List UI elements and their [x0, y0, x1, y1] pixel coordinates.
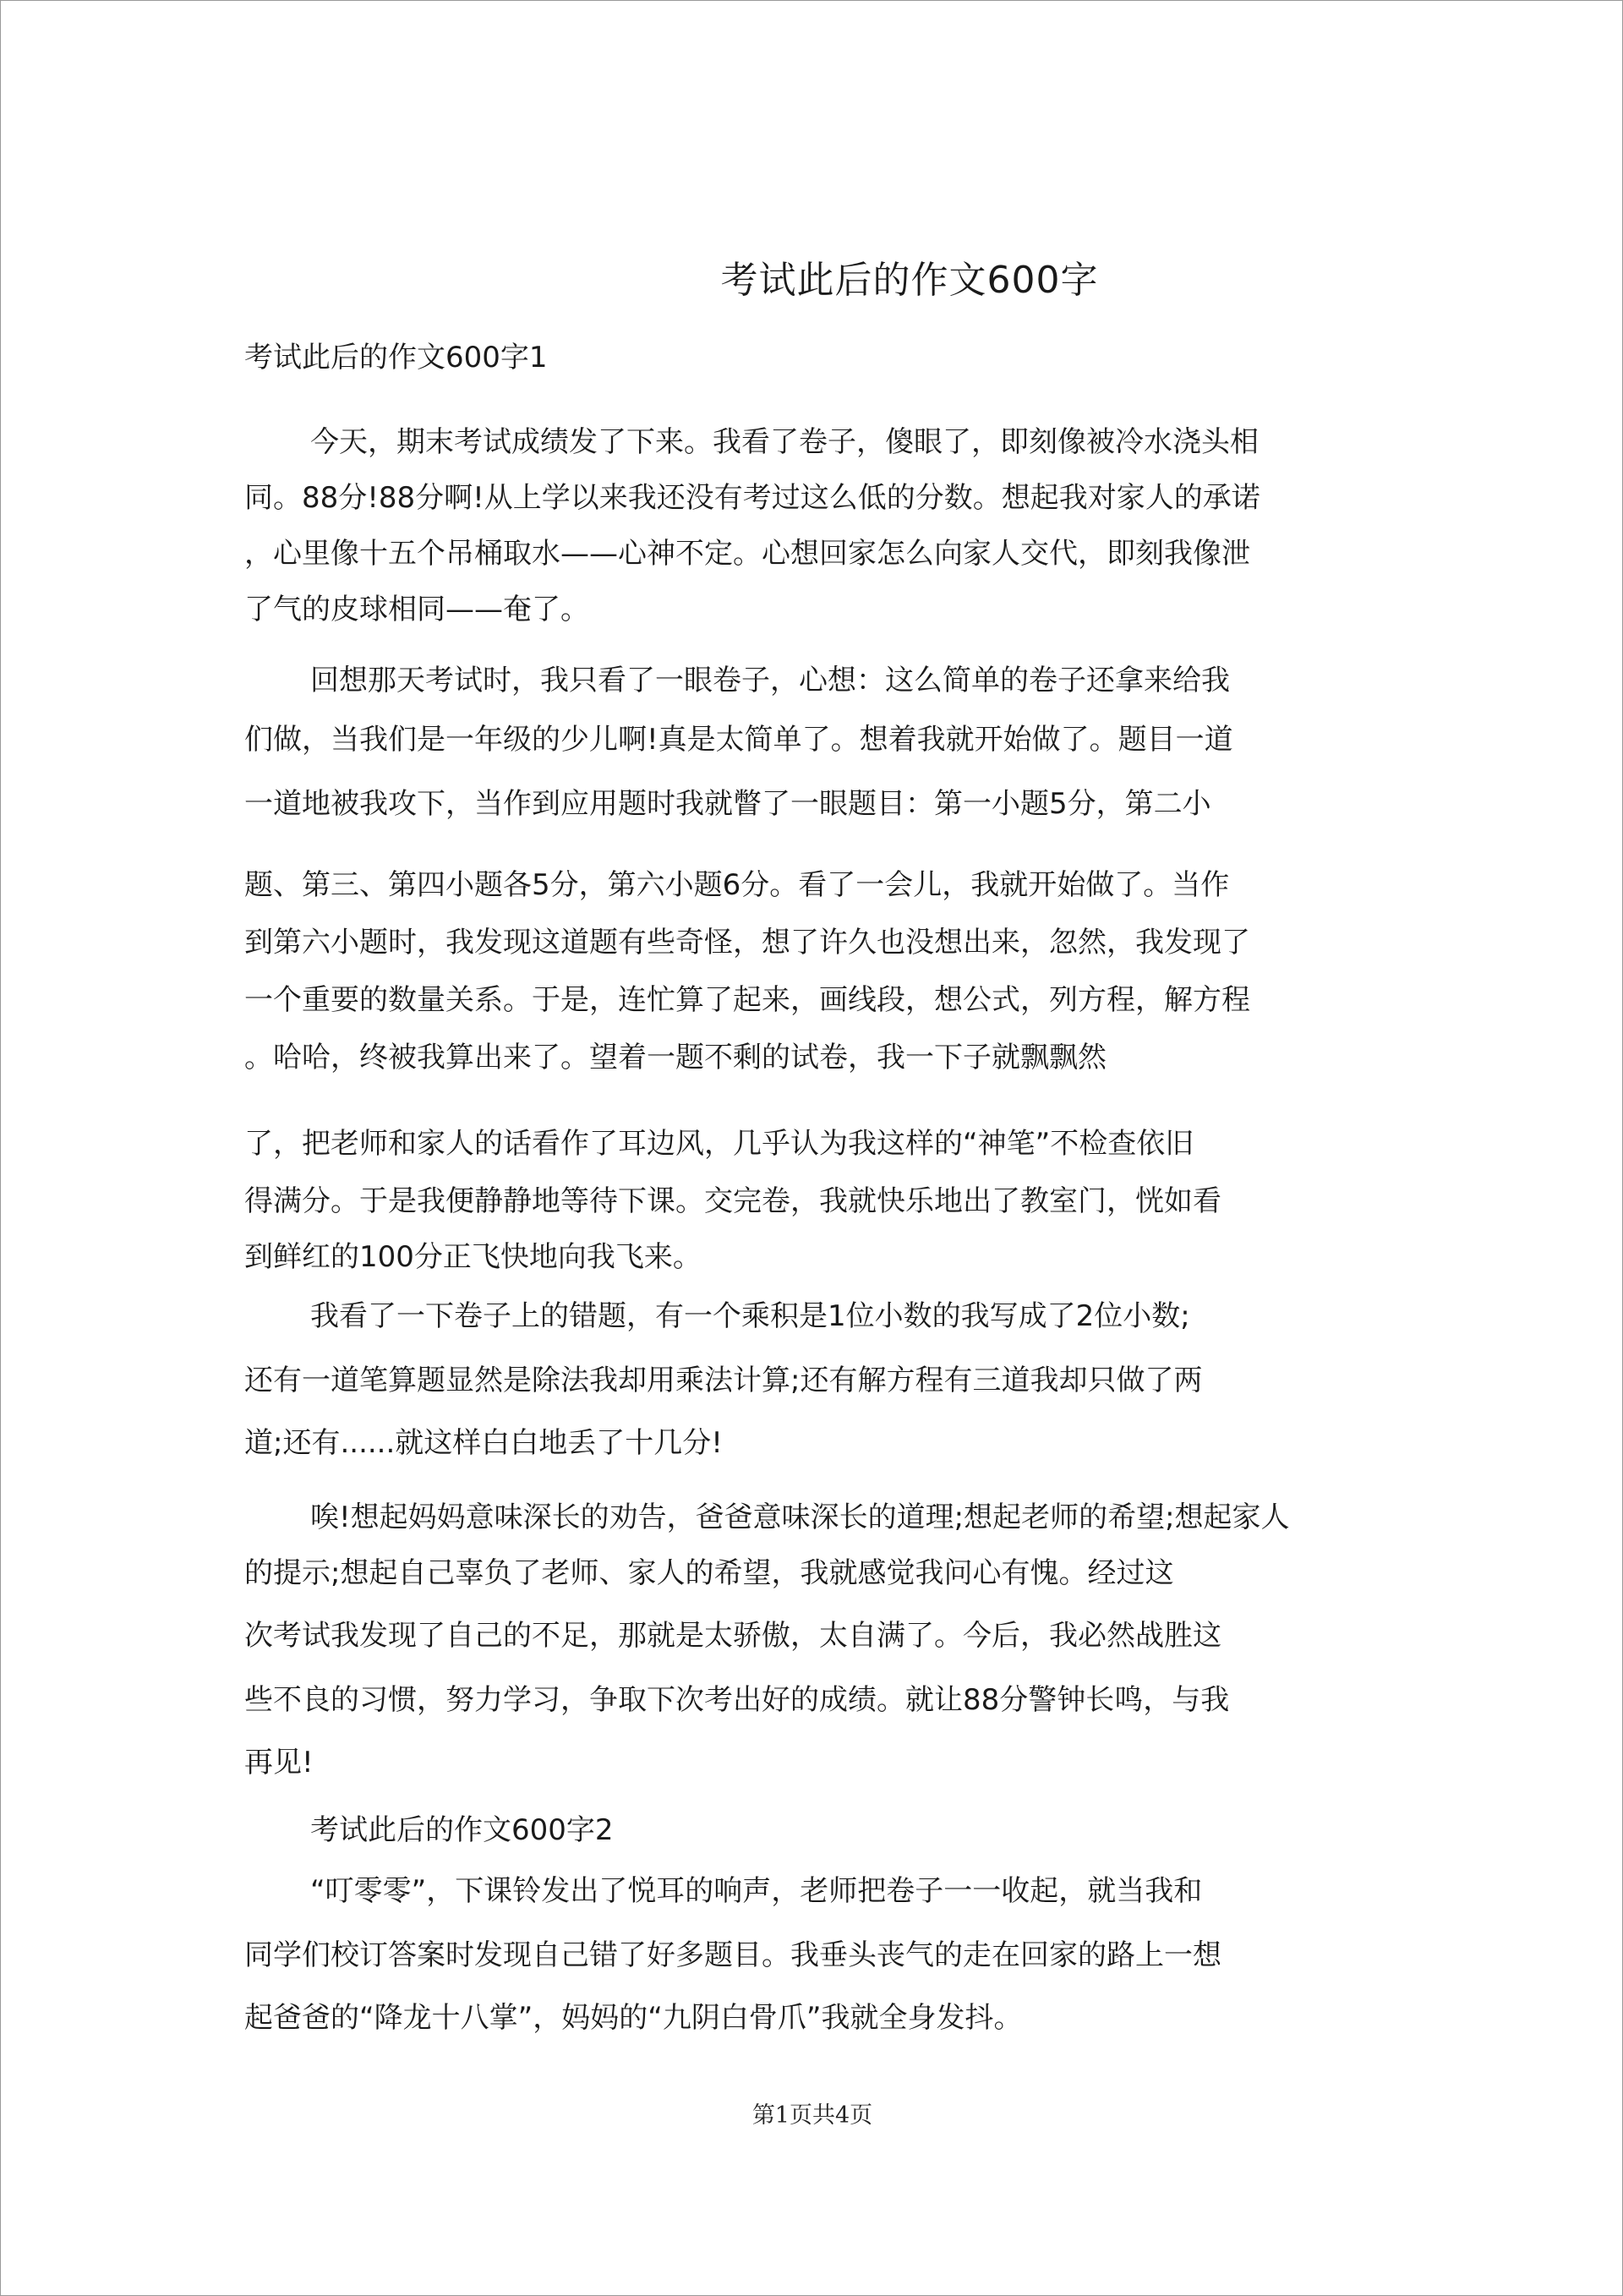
paragraph-line: 到第六小题时，我发现这道题有些奇怪，想了许久也没想出来，忽然，我发现了 — [244, 926, 1250, 959]
paragraph-line: 我看了一下卷子上的错题，有一个乘积是1位小数的我写成了2位小数; — [310, 1299, 1190, 1333]
paragraph-line: 们做，当我们是一年级的少儿啊!真是太简单了。想着我就开始做了。题目一道 — [244, 723, 1233, 757]
paragraph-line: 些不良的习惯，努力学习，争取下次考出好的成绩。就让88分警钟长鸣，与我 — [244, 1683, 1230, 1717]
paragraph-line: 。哈哈，终被我算出来了。望着一题不剩的试卷，我一下子就飘飘然 — [244, 1041, 1107, 1074]
paragraph-line: 再见! — [244, 1746, 314, 1779]
document-title: 考试此后的作文600字 — [720, 259, 1099, 302]
paragraph-line: 道;还有......就这样白白地丢了十几分! — [244, 1426, 723, 1460]
paragraph-line: 同学们校订答案时发现自己错了好多题目。我垂头丧气的走在回家的路上一想 — [244, 1938, 1221, 1972]
paragraph-line: 回想那天考试时，我只看了一眼卷子，心想：这么简单的卷子还拿来给我 — [310, 664, 1230, 697]
paragraph-line: 一道地被我攻下，当作到应用题时我就瞥了一眼题目：第一小题5分，第二小 — [244, 787, 1211, 821]
paragraph-line: 次考试我发现了自己的不足，那就是太骄傲，太自满了。今后，我必然战胜这 — [244, 1619, 1221, 1653]
paragraph-line: 同。88分!88分啊!从上学以来我还没有考过这么低的分数。想起我对家人的承诺 — [244, 481, 1260, 515]
paragraph-line: 了，把老师和家人的话看作了耳边风，几乎认为我这样的“神笔”不检查依旧 — [244, 1127, 1194, 1161]
paragraph-line: ，心里像十五个吊桶取水——心神不定。心想回家怎么向家人交代，即刻我像泄 — [244, 537, 1250, 571]
paragraph-line: 题、第三、第四小题各5分，第六小题6分。看了一会儿，我就开始做了。当作 — [244, 868, 1230, 902]
paragraph-line: 了气的皮球相同——奄了。 — [244, 593, 589, 626]
paragraph-line: 的提示;想起自己辜负了老师、家人的希望，我就感觉我问心有愧。经过这 — [244, 1556, 1174, 1590]
paragraph-line: 唉!想起妈妈意味深长的劝告，爸爸意味深长的道理;想起老师的希望;想起家人 — [310, 1501, 1290, 1534]
section-heading-1: 考试此后的作文600字1 — [244, 341, 548, 374]
paragraph-line: “叮零零”，下课铃发出了悦耳的响声，老师把卷子一一收起，就当我和 — [310, 1874, 1203, 1908]
paragraph-line: 得满分。于是我便静静地等待下课。交完卷，我就快乐地出了教室门，恍如看 — [244, 1184, 1221, 1218]
section-heading-2: 考试此后的作文600字2 — [310, 1813, 614, 1847]
page-number: 第1页共4页 — [751, 2102, 873, 2129]
paragraph-line: 到鲜红的100分正飞快地向我飞来。 — [244, 1240, 702, 1274]
paragraph-line: 一个重要的数量关系。于是，连忙算了起来，画线段，想公式，列方程，解方程 — [244, 983, 1250, 1017]
paragraph-line: 还有一道笔算题显然是除法我却用乘法计算;还有解方程有三道我却只做了两 — [244, 1364, 1203, 1397]
paragraph-line: 起爸爸的“降龙十八掌”，妈妈的“九阴白骨爪”我就全身发抖。 — [244, 2001, 1023, 2035]
paragraph-line: 今天，期末考试成绩发了下来。我看了卷子，傻眼了，即刻像被冷水浇头相 — [310, 425, 1259, 459]
